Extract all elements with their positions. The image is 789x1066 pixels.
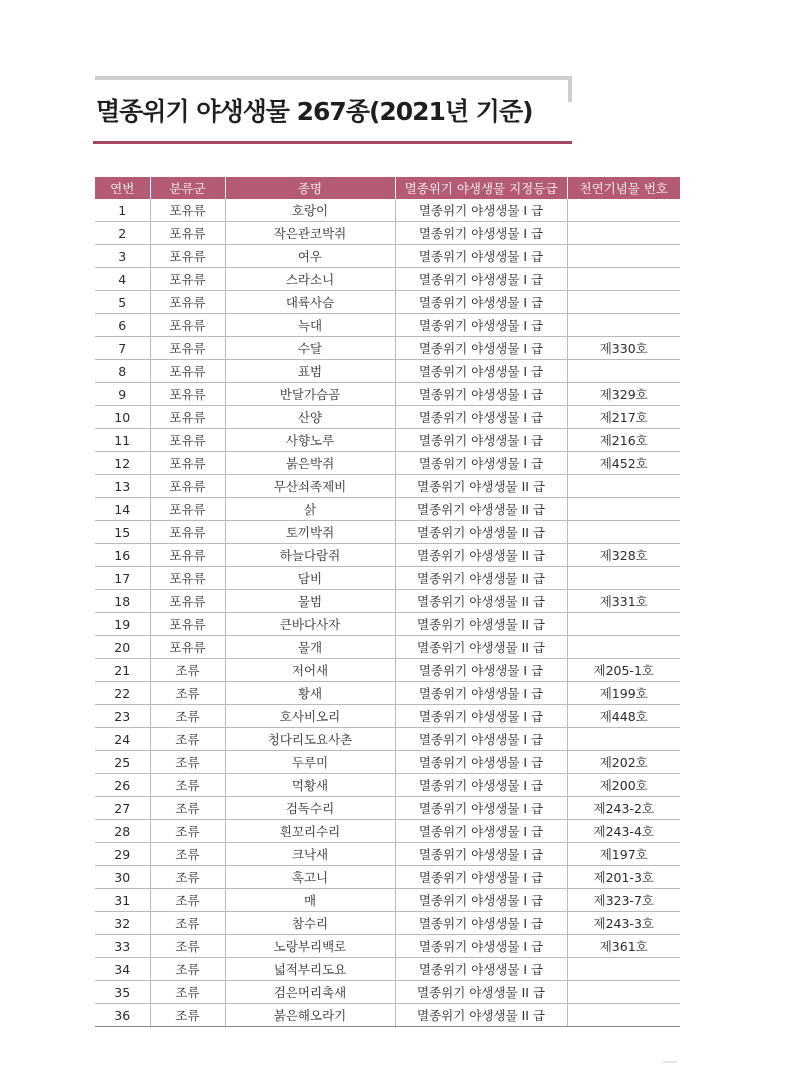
cell-grade: 멸종위기 야생생물 II 급 — [395, 521, 567, 544]
cell-taxon: 포유류 — [150, 383, 225, 406]
table-row — [95, 544, 680, 567]
cell-taxon: 포유류 — [150, 222, 225, 245]
table-row — [95, 636, 680, 659]
cell-number: 21 — [95, 659, 150, 682]
cell-monument-number: 제205-1호 — [567, 659, 680, 682]
cell-monument-number: 제216호 — [567, 429, 680, 452]
column-header-monument-number: 천연기념물 번호 — [567, 177, 680, 199]
cell-number: 8 — [95, 360, 150, 383]
cell-taxon: 조류 — [150, 728, 225, 751]
cell-number: 23 — [95, 705, 150, 728]
table-row — [95, 751, 680, 774]
table-row — [95, 475, 680, 498]
cell-species: 무산쇠족제비 — [225, 475, 395, 498]
cell-number: 34 — [95, 958, 150, 981]
table-row — [95, 682, 680, 705]
cell-species: 큰바다사자 — [225, 613, 395, 636]
table-row — [95, 866, 680, 889]
cell-grade: 멸종위기 야생생물 I 급 — [395, 774, 567, 797]
table-row — [95, 843, 680, 866]
table-row — [95, 567, 680, 590]
cell-number: 35 — [95, 981, 150, 1004]
table-row — [95, 521, 680, 544]
cell-taxon: 조류 — [150, 981, 225, 1004]
cell-grade: 멸종위기 야생생물 II 급 — [395, 636, 567, 659]
cell-grade: 멸종위기 야생생물 I 급 — [395, 935, 567, 958]
table-row — [95, 958, 680, 981]
table-row — [95, 590, 680, 613]
cell-grade: 멸종위기 야생생물 I 급 — [395, 889, 567, 912]
cell-grade: 멸종위기 야생생물 I 급 — [395, 751, 567, 774]
cell-grade: 멸종위기 야생생물 I 급 — [395, 452, 567, 475]
cell-number: 26 — [95, 774, 150, 797]
cell-grade: 멸종위기 야생생물 I 급 — [395, 659, 567, 682]
table-row — [95, 199, 680, 222]
cell-grade: 멸종위기 야생생물 I 급 — [395, 337, 567, 360]
cell-taxon: 포유류 — [150, 521, 225, 544]
table-row — [95, 314, 680, 337]
cell-monument-number: 제199호 — [567, 682, 680, 705]
cell-number: 1 — [95, 199, 150, 222]
table-row — [95, 452, 680, 475]
cell-species: 삵 — [225, 498, 395, 521]
cell-taxon: 포유류 — [150, 199, 225, 222]
cell-number: 12 — [95, 452, 150, 475]
cell-species: 늑대 — [225, 314, 395, 337]
cell-number: 2 — [95, 222, 150, 245]
table-row — [95, 705, 680, 728]
cell-taxon: 조류 — [150, 935, 225, 958]
cell-number: 13 — [95, 475, 150, 498]
cell-taxon: 포유류 — [150, 498, 225, 521]
table-row — [95, 912, 680, 935]
cell-taxon: 조류 — [150, 889, 225, 912]
cell-monument-number — [567, 291, 680, 314]
cell-grade: 멸종위기 야생생물 I 급 — [395, 866, 567, 889]
cell-grade: 멸종위기 야생생물 I 급 — [395, 958, 567, 981]
cell-species: 물범 — [225, 590, 395, 613]
cell-species: 황새 — [225, 682, 395, 705]
cell-grade: 멸종위기 야생생물 I 급 — [395, 728, 567, 751]
cell-taxon: 조류 — [150, 797, 225, 820]
cell-grade: 멸종위기 야생생물 I 급 — [395, 245, 567, 268]
cell-grade: 멸종위기 야생생물 I 급 — [395, 843, 567, 866]
cell-taxon: 포유류 — [150, 314, 225, 337]
title-frame-corner — [568, 76, 572, 102]
table-row — [95, 429, 680, 452]
cell-number: 18 — [95, 590, 150, 613]
cell-taxon: 포유류 — [150, 429, 225, 452]
cell-species: 참수리 — [225, 912, 395, 935]
cell-monument-number — [567, 958, 680, 981]
column-header-taxon: 분류군 — [150, 177, 225, 199]
cell-number: 33 — [95, 935, 150, 958]
cell-species: 반달가슴곰 — [225, 383, 395, 406]
cell-taxon: 포유류 — [150, 245, 225, 268]
cell-taxon: 조류 — [150, 912, 225, 935]
table-row — [95, 820, 680, 843]
cell-grade: 멸종위기 야생생물 I 급 — [395, 222, 567, 245]
cell-species: 토끼박쥐 — [225, 521, 395, 544]
cell-grade: 멸종위기 야생생물 II 급 — [395, 475, 567, 498]
cell-grade: 멸종위기 야생생물 I 급 — [395, 797, 567, 820]
cell-grade: 멸종위기 야생생물 I 급 — [395, 268, 567, 291]
cell-monument-number — [567, 360, 680, 383]
cell-taxon: 포유류 — [150, 475, 225, 498]
cell-monument-number: 제243-4호 — [567, 820, 680, 843]
cell-number: 36 — [95, 1004, 150, 1027]
cell-monument-number — [567, 521, 680, 544]
cell-grade: 멸종위기 야생생물 I 급 — [395, 682, 567, 705]
cell-monument-number: 제328호 — [567, 544, 680, 567]
cell-number: 6 — [95, 314, 150, 337]
table-row — [95, 406, 680, 429]
title-underline — [93, 141, 572, 144]
cell-number: 28 — [95, 820, 150, 843]
cell-species: 스라소니 — [225, 268, 395, 291]
page-title: 멸종위기 야생생물 267종(2021년 기준) — [96, 97, 533, 126]
cell-monument-number: 제197호 — [567, 843, 680, 866]
endangered-species-table — [95, 177, 680, 1027]
table-row — [95, 383, 680, 406]
cell-monument-number — [567, 199, 680, 222]
table-row — [95, 268, 680, 291]
table-row — [95, 797, 680, 820]
cell-taxon: 조류 — [150, 958, 225, 981]
cell-taxon: 조류 — [150, 705, 225, 728]
cell-monument-number — [567, 475, 680, 498]
table-header-row — [95, 177, 680, 199]
cell-monument-number: 제361호 — [567, 935, 680, 958]
cell-species: 하늘다람쥐 — [225, 544, 395, 567]
table-row — [95, 360, 680, 383]
cell-number: 10 — [95, 406, 150, 429]
cell-species: 표범 — [225, 360, 395, 383]
table-body — [95, 199, 680, 1027]
cell-species: 혹고니 — [225, 866, 395, 889]
cell-monument-number: 제243-3호 — [567, 912, 680, 935]
cell-monument-number — [567, 567, 680, 590]
cell-number: 17 — [95, 567, 150, 590]
cell-species: 노랑부리백로 — [225, 935, 395, 958]
cell-monument-number: 제200호 — [567, 774, 680, 797]
cell-taxon: 조류 — [150, 751, 225, 774]
table-row — [95, 245, 680, 268]
table-row — [95, 337, 680, 360]
column-header-number: 연번 — [95, 177, 150, 199]
cell-species: 물개 — [225, 636, 395, 659]
cell-grade: 멸종위기 야생생물 I 급 — [395, 429, 567, 452]
cell-species: 두루미 — [225, 751, 395, 774]
cell-taxon: 포유류 — [150, 337, 225, 360]
cell-grade: 멸종위기 야생생물 I 급 — [395, 705, 567, 728]
cell-monument-number — [567, 498, 680, 521]
page-number-mark — [663, 1061, 677, 1063]
cell-number: 32 — [95, 912, 150, 935]
cell-species: 사향노루 — [225, 429, 395, 452]
cell-species: 여우 — [225, 245, 395, 268]
cell-monument-number — [567, 314, 680, 337]
cell-monument-number — [567, 613, 680, 636]
cell-taxon: 포유류 — [150, 567, 225, 590]
cell-taxon: 조류 — [150, 1004, 225, 1027]
cell-monument-number — [567, 222, 680, 245]
cell-taxon: 포유류 — [150, 452, 225, 475]
cell-taxon: 포유류 — [150, 613, 225, 636]
cell-grade: 멸종위기 야생생물 II 급 — [395, 567, 567, 590]
cell-monument-number: 제201-3호 — [567, 866, 680, 889]
cell-taxon: 포유류 — [150, 544, 225, 567]
cell-number: 19 — [95, 613, 150, 636]
cell-grade: 멸종위기 야생생물 II 급 — [395, 590, 567, 613]
cell-number: 9 — [95, 383, 150, 406]
cell-grade: 멸종위기 야생생물 I 급 — [395, 199, 567, 222]
table-row — [95, 728, 680, 751]
cell-monument-number — [567, 636, 680, 659]
table-row — [95, 291, 680, 314]
cell-grade: 멸종위기 야생생물 II 급 — [395, 498, 567, 521]
cell-monument-number: 제452호 — [567, 452, 680, 475]
cell-grade: 멸종위기 야생생물 I 급 — [395, 314, 567, 337]
table-row — [95, 222, 680, 245]
cell-number: 14 — [95, 498, 150, 521]
cell-grade: 멸종위기 야생생물 I 급 — [395, 360, 567, 383]
table-row — [95, 613, 680, 636]
cell-taxon: 조류 — [150, 820, 225, 843]
cell-number: 24 — [95, 728, 150, 751]
cell-species: 붉은박쥐 — [225, 452, 395, 475]
cell-taxon: 포유류 — [150, 406, 225, 429]
cell-grade: 멸종위기 야생생물 I 급 — [395, 291, 567, 314]
table-row — [95, 1004, 680, 1027]
cell-number: 30 — [95, 866, 150, 889]
cell-species: 저어새 — [225, 659, 395, 682]
cell-grade: 멸종위기 야생생물 II 급 — [395, 1004, 567, 1027]
cell-number: 4 — [95, 268, 150, 291]
cell-number: 11 — [95, 429, 150, 452]
cell-number: 7 — [95, 337, 150, 360]
table-row — [95, 498, 680, 521]
cell-grade: 멸종위기 야생생물 I 급 — [395, 406, 567, 429]
cell-species: 산양 — [225, 406, 395, 429]
cell-species: 담비 — [225, 567, 395, 590]
cell-number: 25 — [95, 751, 150, 774]
cell-taxon: 포유류 — [150, 590, 225, 613]
cell-monument-number: 제243-2호 — [567, 797, 680, 820]
cell-monument-number: 제330호 — [567, 337, 680, 360]
cell-taxon: 포유류 — [150, 268, 225, 291]
cell-number: 20 — [95, 636, 150, 659]
cell-grade: 멸종위기 야생생물 I 급 — [395, 820, 567, 843]
cell-monument-number — [567, 981, 680, 1004]
cell-grade: 멸종위기 야생생물 II 급 — [395, 981, 567, 1004]
cell-monument-number — [567, 1004, 680, 1027]
cell-species: 크낙새 — [225, 843, 395, 866]
cell-grade: 멸종위기 야생생물 II 급 — [395, 544, 567, 567]
column-header-grade: 멸종위기 야생생물 지정등급 — [395, 177, 567, 199]
cell-taxon: 조류 — [150, 659, 225, 682]
table-row — [95, 935, 680, 958]
cell-number: 31 — [95, 889, 150, 912]
table-row — [95, 981, 680, 1004]
cell-taxon: 조류 — [150, 866, 225, 889]
cell-monument-number — [567, 728, 680, 751]
cell-monument-number — [567, 245, 680, 268]
cell-monument-number: 제217호 — [567, 406, 680, 429]
cell-number: 27 — [95, 797, 150, 820]
cell-species: 넓적부리도요 — [225, 958, 395, 981]
column-header-species: 종명 — [225, 177, 395, 199]
table-row — [95, 774, 680, 797]
cell-number: 16 — [95, 544, 150, 567]
cell-taxon: 포유류 — [150, 360, 225, 383]
cell-species: 붉은해오라기 — [225, 1004, 395, 1027]
cell-taxon: 조류 — [150, 774, 225, 797]
cell-species: 매 — [225, 889, 395, 912]
cell-species: 검은머리촉새 — [225, 981, 395, 1004]
cell-grade: 멸종위기 야생생물 I 급 — [395, 912, 567, 935]
cell-grade: 멸종위기 야생생물 I 급 — [395, 383, 567, 406]
cell-taxon: 조류 — [150, 682, 225, 705]
cell-species: 대륙사슴 — [225, 291, 395, 314]
cell-taxon: 포유류 — [150, 636, 225, 659]
cell-species: 흰꼬리수리 — [225, 820, 395, 843]
cell-species: 작은관코박쥐 — [225, 222, 395, 245]
cell-monument-number: 제329호 — [567, 383, 680, 406]
cell-monument-number — [567, 268, 680, 291]
cell-monument-number: 제448호 — [567, 705, 680, 728]
cell-species: 호사비오리 — [225, 705, 395, 728]
cell-number: 15 — [95, 521, 150, 544]
cell-species: 수달 — [225, 337, 395, 360]
cell-species: 청다리도요사촌 — [225, 728, 395, 751]
cell-species: 호랑이 — [225, 199, 395, 222]
cell-monument-number: 제323-7호 — [567, 889, 680, 912]
cell-number: 29 — [95, 843, 150, 866]
cell-number: 3 — [95, 245, 150, 268]
cell-taxon: 조류 — [150, 843, 225, 866]
cell-number: 5 — [95, 291, 150, 314]
table-row — [95, 659, 680, 682]
cell-number: 22 — [95, 682, 150, 705]
cell-species: 먹황새 — [225, 774, 395, 797]
table-row — [95, 889, 680, 912]
cell-taxon: 포유류 — [150, 291, 225, 314]
title-frame-top-line — [95, 76, 572, 80]
cell-monument-number: 제331호 — [567, 590, 680, 613]
cell-grade: 멸종위기 야생생물 II 급 — [395, 613, 567, 636]
cell-monument-number: 제202호 — [567, 751, 680, 774]
cell-species: 검독수리 — [225, 797, 395, 820]
